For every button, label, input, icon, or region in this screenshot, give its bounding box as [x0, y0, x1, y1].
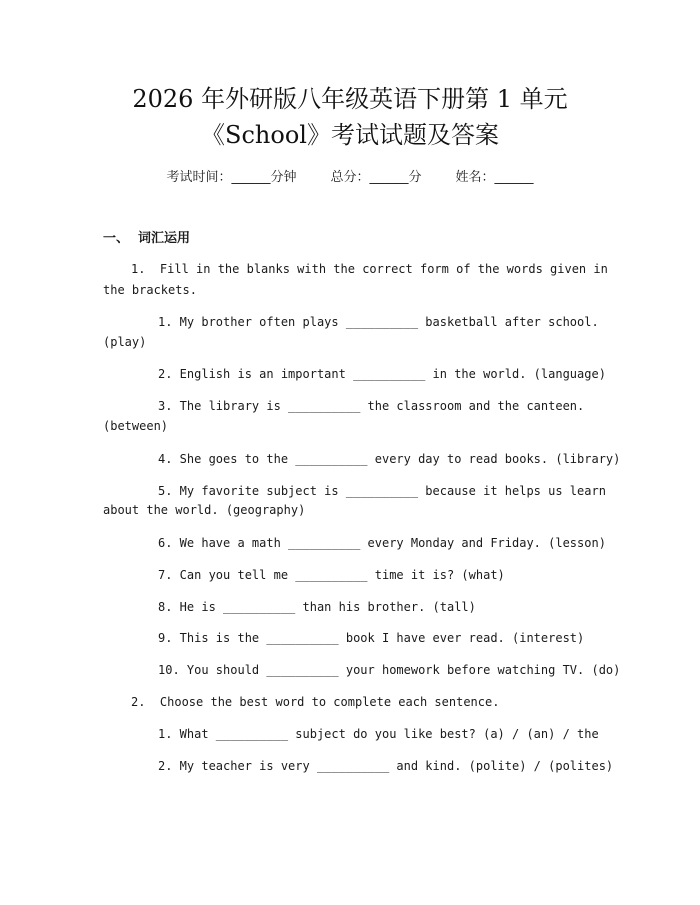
- q1-item-5-hint: about the world. (geography): [103, 503, 306, 517]
- q1-item-1: 1. My brother often plays __________ basketball after school.: [158, 315, 599, 329]
- q2-item-2: 2. My teacher is very __________ and kind. (polite) / (polites): [158, 759, 614, 773]
- q1-item-2: 2. English is an important __________ in the world. (language): [158, 367, 606, 381]
- q1-item-5: 5. My favorite subject is __________ because it helps us learn: [158, 484, 606, 498]
- total-score-field: 总分：______分: [330, 170, 422, 185]
- q1-item-6: 6. We have a math __________ every Monday and Friday. (lesson): [158, 536, 606, 550]
- q1-item-10: 10. You should __________ your homework before watching TV. (do): [158, 663, 621, 677]
- q1-item-3: 3. The library is __________ the classroom and the canteen.: [158, 399, 585, 413]
- q1-item-8: 8. He is __________ than his brother. (tall): [158, 600, 476, 614]
- q2-instruction: 2. Choose the best word to complete each sentence.: [131, 695, 500, 709]
- page-title-line-2: 《School》考试试题及答案: [201, 121, 499, 149]
- q1-item-1-hint: (play): [103, 335, 147, 349]
- exam-time-field: 考试时间：______分钟: [166, 170, 297, 185]
- page-title-line-1: 2026 年外研版八年级英语下册第 1 单元: [132, 85, 568, 113]
- q1-item-4: 4. She goes to the __________ every day to read books. (library): [158, 452, 621, 466]
- q1-item-3-hint: (between): [103, 419, 169, 433]
- q2-item-1: 1. What __________ subject do you like best? (a) / (an) / the: [158, 727, 599, 741]
- q1-instruction-line-1: 1. Fill in the blanks with the correct form of the words given in: [131, 262, 608, 276]
- name-field: 姓名：______: [455, 170, 534, 185]
- q1-instruction-line-2: the brackets.: [103, 283, 197, 297]
- exam-info-row: [0, 169, 700, 187]
- section-heading-vocabulary: 一、 词汇运用: [103, 231, 191, 246]
- q1-item-9: 9. This is the __________ book I have ever read. (interest): [158, 631, 585, 645]
- q1-item-7: 7. Can you tell me __________ time it is? (what): [158, 568, 505, 582]
